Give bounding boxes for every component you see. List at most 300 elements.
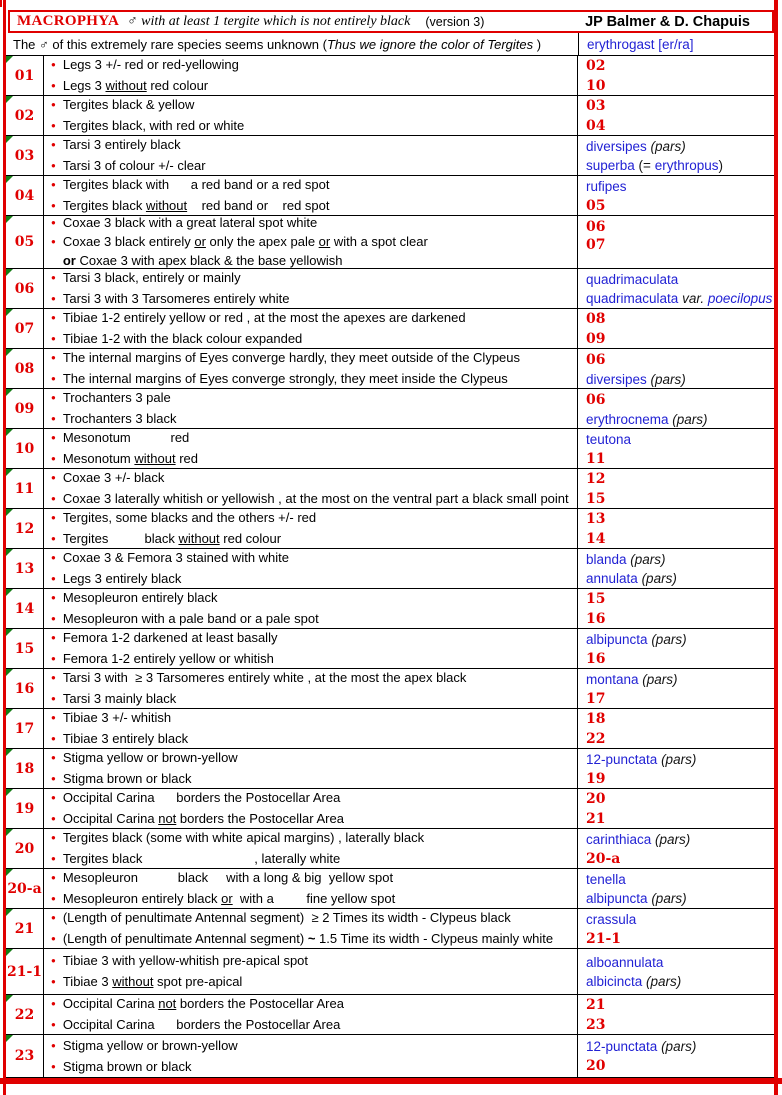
intro-note	[6, 33, 578, 55]
key-row-23	[6, 1035, 774, 1078]
bullet-icon: ●	[51, 913, 56, 922]
result-line: 04	[586, 118, 606, 134]
options-cell	[44, 829, 578, 868]
option-line	[51, 849, 575, 868]
comment-marker-icon	[6, 669, 13, 676]
options-cell	[44, 136, 578, 175]
result-line: carinthiaca (pars)	[586, 831, 691, 847]
comment-marker-icon	[6, 349, 13, 356]
bullet-icon: ●	[51, 999, 56, 1008]
option-line	[51, 196, 575, 215]
results-cell	[578, 949, 774, 994]
option-text: Coxae 3 & Femora 3 stained with white	[62, 550, 290, 565]
option-line	[51, 136, 575, 156]
bullet-icon: ●	[51, 60, 56, 69]
bullet-icon: ●	[51, 793, 56, 802]
row-number-cell	[6, 669, 44, 708]
option-text: Tibiae 1-2 with the black colour expanded	[62, 331, 303, 346]
results-cell	[578, 829, 774, 868]
bullet-icon: ●	[51, 433, 56, 442]
bullet-icon: ●	[51, 1020, 56, 1029]
row-number-cell	[6, 949, 44, 994]
comment-marker-icon	[6, 589, 13, 596]
comment-marker-icon	[6, 1035, 13, 1042]
option-line	[51, 869, 575, 889]
options-cell	[44, 56, 578, 95]
result-line: 06	[586, 219, 606, 235]
bullet-icon: ●	[51, 353, 56, 362]
bullet-icon: ●	[51, 534, 56, 543]
result-line: 13	[586, 511, 606, 527]
bullet-icon: ●	[51, 374, 56, 383]
option-line	[51, 269, 575, 289]
result-line: crassula	[586, 911, 637, 927]
option-text: Tergites black without red colour	[62, 531, 282, 546]
result-line: 23	[586, 1017, 606, 1033]
row-number: 12	[14, 520, 35, 537]
option-text: Coxae 3 laterally whitish or yellowish , at the most on the ventral part a black small point	[62, 491, 569, 506]
bullet-icon: ●	[51, 81, 56, 90]
result-line: diversipes (pars)	[586, 371, 686, 387]
row-number: 13	[14, 560, 35, 577]
results-cell	[578, 995, 774, 1034]
options-cell	[44, 509, 578, 548]
bullet-icon: ●	[51, 814, 56, 823]
comment-marker-icon	[6, 176, 13, 183]
result-line: quadrimaculata var. poecilopus	[586, 291, 773, 306]
bullet-icon: ●	[51, 977, 56, 986]
option-text: Femora 1-2 darkened at least basally	[62, 630, 278, 645]
intro-result-species: erythrogast [er/ra]	[587, 36, 694, 52]
options-cell	[44, 669, 578, 708]
bullet-icon: ●	[51, 140, 56, 149]
result-line: alboannulata	[586, 955, 664, 970]
row-number: 15	[14, 640, 35, 657]
option-line	[51, 549, 575, 569]
table-bottom-border	[0, 1078, 782, 1084]
key-row-21-1	[6, 949, 774, 995]
results-cell	[578, 509, 774, 548]
option-line	[51, 1015, 575, 1034]
bullet-icon: ●	[51, 633, 56, 642]
result-line: 08	[586, 311, 606, 327]
bullet-icon: ●	[51, 414, 56, 423]
option-line	[51, 233, 575, 252]
results-cell	[578, 56, 774, 95]
key-row-10	[6, 429, 774, 469]
key-row-09	[6, 389, 774, 429]
row-number-cell	[6, 309, 44, 348]
row-number: 01	[14, 67, 35, 84]
option-text: Coxae 3 black entirely or only the apex pale or with a spot clear	[62, 234, 428, 249]
option-line	[51, 349, 575, 369]
result-line: 05	[586, 197, 606, 214]
option-line	[51, 252, 575, 268]
key-row-12	[6, 509, 774, 549]
row-number: 17	[14, 720, 35, 737]
comment-marker-icon	[6, 429, 13, 436]
row-number-cell	[6, 749, 44, 788]
comment-marker-icon	[6, 216, 13, 223]
options-cell	[44, 309, 578, 348]
option-line	[51, 156, 575, 175]
bullet-icon: ●	[51, 854, 56, 863]
row-number-cell	[6, 269, 44, 308]
option-text: Tergites black without red band or red spot	[62, 198, 330, 213]
option-line	[51, 216, 575, 233]
option-line	[51, 289, 575, 308]
result-line: 03	[586, 98, 606, 114]
options-cell	[44, 469, 578, 508]
option-text: or Coxae 3 with apex black & the base yellowish	[62, 253, 343, 268]
result-line: teutona	[586, 431, 632, 447]
results-cell	[578, 589, 774, 628]
results-cell	[578, 309, 774, 348]
comment-marker-icon	[6, 629, 13, 636]
option-text: The internal margins of Eyes converge strongly, they meet inside the Clypeus	[62, 371, 508, 386]
key-row-14	[6, 589, 774, 629]
comment-marker-icon	[6, 269, 13, 276]
results-cell	[578, 349, 774, 388]
bullet-icon: ●	[51, 180, 56, 189]
key-rows-container	[6, 56, 774, 1078]
option-line	[51, 929, 575, 948]
results-cell	[578, 549, 774, 588]
row-number: 07	[14, 320, 35, 337]
options-cell	[44, 176, 578, 215]
option-text: (Length of penultimate Antennal segment) ≥ 2 Times its width - Clypeus black	[62, 910, 511, 925]
results-cell	[578, 469, 774, 508]
option-text: Tibiae 3 with yellow-whitish pre-apical spot	[62, 953, 309, 968]
results-cell	[578, 389, 774, 428]
option-line	[51, 409, 575, 428]
result-line: 15	[586, 591, 606, 607]
row-number: 06	[14, 280, 35, 297]
option-line	[51, 569, 575, 588]
key-row-16	[6, 669, 774, 709]
result-line: superba (= erythropus)	[586, 158, 723, 173]
results-cell	[578, 269, 774, 308]
result-line: 21-1	[586, 930, 622, 947]
row-number-cell	[6, 995, 44, 1034]
result-line: 06	[586, 391, 606, 408]
option-line	[51, 76, 575, 95]
option-line	[51, 309, 575, 329]
option-text: Tarsi 3 of colour +/- clear	[62, 158, 206, 173]
result-line: tenella	[586, 872, 626, 887]
option-text: Tibiae 3 without spot pre-apical	[62, 974, 243, 989]
option-line	[51, 116, 575, 135]
result-line: quadrimaculata	[586, 272, 679, 287]
result-line: 02	[586, 58, 606, 74]
key-row-07	[6, 309, 774, 349]
option-text: Occipital Carina not borders the Postocellar Area	[62, 811, 344, 826]
row-number-cell	[6, 349, 44, 388]
bullet-icon: ●	[51, 201, 56, 210]
result-line: 21	[586, 997, 606, 1013]
option-line	[51, 689, 575, 708]
result-line: 07	[586, 237, 606, 253]
result-line: 22	[586, 731, 606, 747]
result-line: 10	[586, 78, 606, 94]
option-text: Tergites black , laterally white	[62, 851, 341, 866]
comment-marker-icon	[6, 56, 13, 63]
row-number: 05	[14, 234, 35, 250]
bullet-icon: ●	[51, 1061, 56, 1071]
option-line	[51, 995, 575, 1015]
bullet-icon: ●	[51, 553, 56, 562]
option-text: Tibiae 3 +/- whitish	[62, 710, 172, 725]
options-cell	[44, 949, 578, 994]
bullet-icon: ●	[51, 694, 56, 703]
row-number: 11	[14, 480, 35, 497]
row-number-cell	[6, 96, 44, 135]
row-number: 22	[14, 1006, 35, 1023]
options-cell	[44, 349, 578, 388]
comment-marker-icon	[6, 96, 13, 103]
option-line	[51, 809, 575, 828]
option-line	[51, 429, 575, 449]
result-line: 09	[586, 331, 606, 347]
row-number-cell	[6, 829, 44, 868]
row-number: 21-1	[6, 963, 43, 980]
option-text: Tarsi 3 with ≥ 3 Tarsomeres entirely white , at the most the apex black	[62, 670, 467, 685]
intro-row	[6, 33, 774, 56]
option-line	[51, 329, 575, 348]
options-cell	[44, 216, 578, 268]
key-row-19	[6, 789, 774, 829]
options-cell	[44, 995, 578, 1034]
comment-marker-icon	[6, 709, 13, 716]
comment-marker-icon	[6, 469, 13, 476]
result-line: blanda (pars)	[586, 552, 666, 567]
result-line: 11	[586, 450, 606, 467]
row-number: 20-a	[7, 880, 42, 897]
results-cell	[578, 429, 774, 468]
result-line: albicincta (pars)	[586, 974, 682, 989]
bullet-icon: ●	[51, 121, 56, 130]
option-line	[51, 589, 575, 609]
bullet-icon: ●	[51, 313, 56, 322]
option-line	[51, 449, 575, 468]
key-row-03	[6, 136, 774, 176]
key-row-06	[6, 269, 774, 309]
row-number-cell	[6, 709, 44, 748]
results-cell	[578, 909, 774, 948]
row-number-cell	[6, 176, 44, 215]
result-line: albipuncta (pars)	[586, 631, 687, 647]
results-cell	[578, 96, 774, 135]
row-number-cell	[6, 389, 44, 428]
options-cell	[44, 749, 578, 788]
option-text: Stigma brown or black	[62, 771, 192, 786]
bullet-icon: ●	[51, 894, 56, 903]
option-line	[51, 729, 575, 748]
row-number: 04	[14, 187, 35, 204]
result-line: 12	[586, 471, 606, 487]
option-text: Mesopleuron entirely black	[62, 590, 218, 605]
option-line	[51, 176, 575, 196]
result-line: 19	[586, 770, 606, 787]
options-cell	[44, 709, 578, 748]
option-text: Tergites black (some with white apical margins) , laterally black	[62, 830, 425, 845]
result-line: 15	[586, 491, 606, 507]
row-number-cell	[6, 216, 44, 268]
option-text: Mesopleuron entirely black or with a fine yellow spot	[62, 891, 396, 906]
option-line	[51, 951, 575, 972]
option-text: Femora 1-2 entirely yellow or whitish	[62, 651, 274, 666]
row-number-cell	[6, 589, 44, 628]
option-line	[51, 669, 575, 689]
bullet-icon: ●	[51, 593, 56, 602]
intro-note-italic: Thus we ignore the color of Tergites	[326, 36, 534, 52]
option-line	[51, 489, 575, 508]
option-line	[51, 889, 575, 908]
options-cell	[44, 549, 578, 588]
option-line	[51, 1036, 575, 1057]
option-text: Occipital Carina borders the Postocellar Area	[62, 790, 341, 805]
row-number: 21	[14, 920, 35, 937]
result-line: diversipes (pars)	[586, 139, 686, 154]
bullet-icon: ●	[51, 494, 56, 503]
result-line: 16	[586, 611, 606, 627]
option-line	[51, 749, 575, 769]
option-text: Tergites black with a red band or a red spot	[62, 177, 330, 192]
options-cell	[44, 429, 578, 468]
bullet-icon: ●	[51, 237, 56, 246]
row-number-cell	[6, 789, 44, 828]
row-number: 02	[14, 107, 35, 124]
comment-marker-icon	[6, 995, 13, 1002]
options-cell	[44, 389, 578, 428]
result-line: 20-a	[586, 850, 621, 867]
intro-result-cell	[578, 33, 774, 55]
results-cell	[578, 629, 774, 668]
option-text: Trochanters 3 pale	[62, 390, 171, 405]
option-text: Tergites, some blacks and the others +/- red	[62, 510, 317, 525]
comment-marker-icon	[6, 869, 13, 876]
comment-marker-icon	[6, 136, 13, 143]
options-cell	[44, 589, 578, 628]
option-text: Coxae 3 +/- black	[62, 470, 165, 485]
intro-note-post: )	[533, 36, 542, 52]
option-text: Tarsi 3 black, entirely or mainly	[62, 270, 241, 285]
options-cell	[44, 909, 578, 948]
key-row-17	[6, 709, 774, 749]
option-line	[51, 509, 575, 529]
bullet-icon: ●	[51, 873, 56, 882]
bullet-icon: ●	[51, 833, 56, 842]
option-line	[51, 389, 575, 409]
result-line: 12-punctata (pars)	[586, 1039, 697, 1054]
option-text: Tarsi 3 mainly black	[62, 691, 177, 706]
bullet-icon: ●	[51, 673, 56, 682]
key-row-08	[6, 349, 774, 389]
intro-note-pre: The ♂ of this extremely rare species seems unknown (	[13, 36, 327, 52]
row-number: 19	[14, 800, 35, 817]
option-line	[51, 56, 575, 76]
row-number: 08	[14, 360, 35, 377]
row-number: 20	[14, 840, 35, 857]
option-line	[51, 629, 575, 649]
bullet-icon: ●	[51, 614, 56, 623]
option-text: Mesopleuron with a pale band or a pale spot	[62, 611, 319, 626]
bullet-icon: ●	[51, 934, 56, 943]
option-line	[51, 369, 575, 388]
options-cell	[44, 869, 578, 908]
option-text: Tergites black, with red or white	[62, 118, 245, 133]
option-text: Stigma yellow or brown-yellow	[62, 750, 238, 765]
option-text: The internal margins of Eyes converge hardly, they meet outside of the Clypeus	[62, 350, 521, 365]
option-text: Legs 3 without red colour	[62, 78, 209, 93]
option-text: Mesopleuron black with a long & big yellow spot	[62, 870, 394, 885]
results-cell	[578, 869, 774, 908]
option-text: Legs 3 entirely black	[62, 571, 182, 586]
bullet-icon: ●	[51, 713, 56, 722]
option-line	[51, 972, 575, 993]
option-text: Occipital Carina borders the Postocellar Area	[62, 1017, 341, 1032]
title-genus: MACROPHYA	[17, 13, 120, 29]
key-row-05	[6, 216, 774, 269]
bullet-icon: ●	[51, 654, 56, 663]
title-version: (version 3)	[425, 14, 485, 29]
option-text: Stigma brown or black	[62, 1058, 192, 1074]
row-number: 14	[14, 600, 35, 617]
key-row-11	[6, 469, 774, 509]
bullet-icon: ●	[51, 574, 56, 583]
options-cell	[44, 96, 578, 135]
comment-marker-icon	[6, 949, 13, 956]
key-row-02	[6, 96, 774, 136]
table-right-border	[774, 0, 778, 1095]
option-text: Tarsi 3 with 3 Tarsomeres entirely white	[62, 291, 290, 306]
options-cell	[44, 629, 578, 668]
results-cell	[578, 709, 774, 748]
results-cell	[578, 789, 774, 828]
result-line: 18	[586, 711, 606, 727]
key-table-body	[6, 33, 774, 1078]
option-line	[51, 789, 575, 809]
option-line	[51, 529, 575, 548]
results-cell	[578, 1035, 774, 1077]
comment-marker-icon	[6, 789, 13, 796]
comment-marker-icon	[6, 909, 13, 916]
comment-marker-icon	[6, 549, 13, 556]
result-line: 14	[586, 531, 606, 547]
results-cell	[578, 136, 774, 175]
row-number-cell	[6, 629, 44, 668]
result-line: montana (pars)	[586, 671, 678, 687]
row-number: 03	[14, 147, 35, 164]
option-text: Occipital Carina not borders the Postocellar Area	[62, 996, 344, 1011]
key-row-13	[6, 549, 774, 589]
comment-marker-icon	[6, 509, 13, 516]
bullet-icon: ●	[51, 473, 56, 482]
row-number-cell	[6, 869, 44, 908]
results-cell	[578, 216, 774, 268]
bullet-icon: ●	[51, 513, 56, 522]
result-line: 21	[586, 811, 606, 827]
comment-marker-icon	[6, 389, 13, 396]
result-line: annulata (pars)	[586, 571, 677, 586]
option-line	[51, 769, 575, 788]
option-line	[51, 96, 575, 116]
table-header-row	[8, 10, 774, 33]
bullet-icon: ●	[51, 100, 56, 109]
row-number-cell	[6, 469, 44, 508]
row-number-cell	[6, 1035, 44, 1077]
result-line: 06	[586, 351, 606, 368]
